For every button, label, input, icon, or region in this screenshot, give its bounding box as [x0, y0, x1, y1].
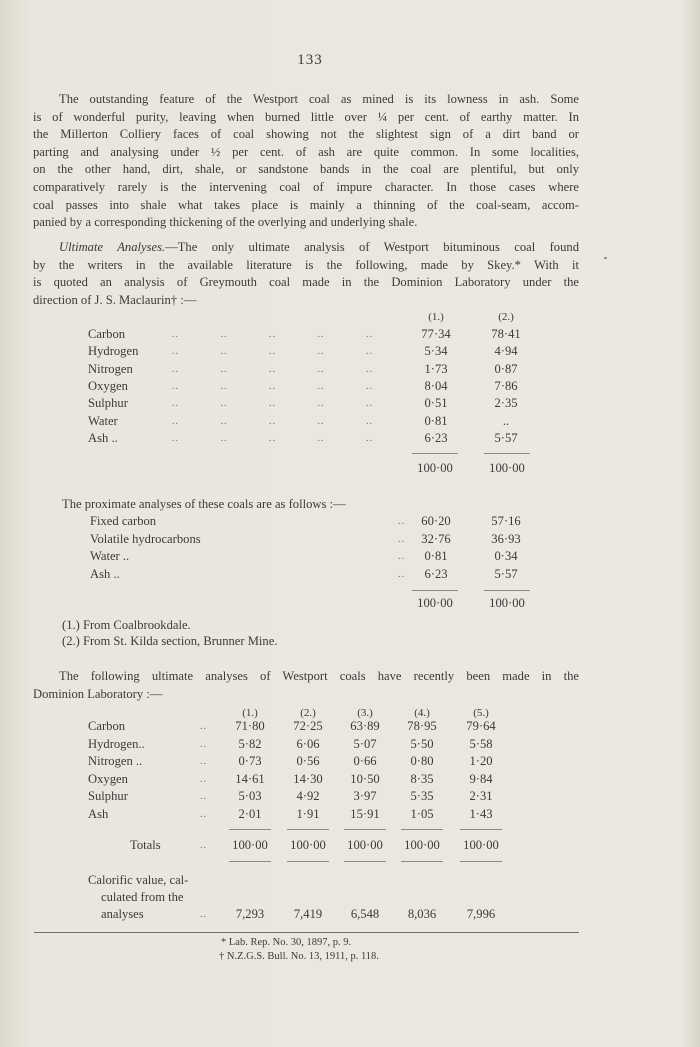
column-header: (1.)	[242, 707, 258, 719]
paragraph-line: coal passes into shale what takes place is mainly a thinning of the coal-seam, accom-	[33, 197, 579, 212]
table-row: Sulphur .. 5·03 4·92 3·97 5·35 2·31	[0, 789, 700, 806]
paragraph-line: comparatively rarely is the intervening coal of impure character. In those cases where	[33, 179, 579, 194]
row-label: Hydrogen..	[88, 736, 145, 751]
paragraph-line: is quoted an analysis of Greymouth coal made in the Dominion Laboratory under the	[33, 275, 579, 290]
cell-value: 1·73	[424, 361, 448, 376]
total-value: 100·00	[232, 838, 268, 852]
section-heading: Ultimate Analyses.	[59, 240, 166, 254]
calorific-value: 7,419	[293, 907, 323, 921]
row-label: Sulphur	[88, 396, 128, 411]
paragraph-line: direction of J. S. Maclaurin† :—	[33, 292, 197, 307]
cell-value: 36·93	[491, 531, 521, 546]
cell-value: 2·31	[469, 789, 493, 803]
cell-value: 5·34	[424, 344, 448, 359]
cell-value: 6·06	[296, 736, 320, 751]
cell-value: 78·95	[407, 719, 437, 733]
row-label: Hydrogen	[88, 344, 139, 359]
cell-value: 9·84	[469, 771, 493, 786]
cell-value: 0·80	[410, 754, 434, 768]
table-row: Ash .. 2·01 1·91 15·91 1·05 1·43	[0, 807, 700, 824]
cell-value: 0·73	[238, 754, 262, 768]
sum-rule	[401, 829, 443, 830]
table-row: Water .. .. 0·81 0·34	[0, 549, 700, 566]
calorific-value: 7,996	[466, 907, 496, 921]
totals-row: Totals .. 100·00 100·00 100·00 100·00 100·00	[0, 838, 700, 855]
sum-rule	[412, 590, 458, 591]
cell-value: 5·03	[238, 789, 262, 803]
table-row: Sulphur .. .. .. .. .. 0·51 2·35	[0, 396, 700, 413]
sum-rule	[460, 861, 502, 862]
totals-row	[0, 461, 700, 478]
paragraph-line: Dominion Laboratory :—	[33, 686, 163, 701]
cell-value: 78·41	[491, 327, 521, 341]
source-note: (2.) From St. Kilda section, Brunner Mine.	[62, 634, 278, 648]
paragraph-line: is of wonderful purity, leaving when burned little over ¼ per cent. of earthy matter. In	[33, 109, 579, 124]
cell-value: 0·81	[424, 549, 448, 563]
cell-value: 0·87	[494, 361, 518, 376]
cell-value: 10·50	[350, 771, 380, 786]
cell-value: 2·01	[238, 806, 262, 821]
sum-rule	[287, 829, 329, 830]
cell-value: 8·04	[424, 378, 448, 393]
calorific-label: Calorific value, cal-	[88, 873, 189, 887]
sum-rule	[460, 829, 502, 830]
table-row: Volatile hydrocarbons .. 32·76 36·93	[0, 532, 700, 549]
proximate-intro: The proximate analyses of these coals are as follows :—	[62, 497, 346, 511]
cell-value: 5·35	[410, 789, 434, 803]
totals-row	[0, 596, 700, 613]
cell-value: 0·56	[296, 754, 320, 768]
row-label: Oxygen	[88, 771, 128, 786]
total-value: 100·00	[347, 838, 383, 852]
footnote: † N.Z.G.S. Bull. No. 13, 1911, p. 118.	[219, 951, 379, 962]
cell-value: 2·35	[494, 396, 518, 411]
table-row: Nitrogen .. .. .. .. .. 1·73 0·87	[0, 362, 700, 379]
cell-value: 1·20	[469, 754, 493, 768]
cell-value: 1·05	[410, 806, 434, 821]
cell-value: 63·89	[350, 719, 380, 733]
cell-value: 4·94	[494, 344, 518, 359]
sum-rule	[287, 861, 329, 862]
table-row: Carbon .. 71·80 72·25 63·89 78·95 79·64	[0, 719, 700, 736]
cell-value: 5·57	[494, 566, 518, 581]
total-value: 100·00	[417, 596, 453, 610]
column-header: (4.)	[414, 707, 430, 719]
cell-value: 3·97	[353, 789, 377, 803]
sum-rule	[229, 829, 271, 830]
cell-value: 57·16	[491, 514, 521, 528]
cell-value: 0·81	[424, 413, 448, 428]
row-label: Water ..	[90, 549, 130, 563]
row-label: Carbon	[88, 327, 126, 341]
paragraph-recent-analyses	[33, 668, 579, 703]
cell-value: 1·91	[296, 806, 320, 821]
table-row: Hydrogen .. .. .. .. .. 5·34 4·94	[0, 344, 700, 361]
column-header: (2.)	[498, 311, 514, 323]
column-header: (1.)	[428, 311, 444, 323]
paragraph-line: panied by a corresponding thickening of the overlying and underlying shale.	[33, 215, 418, 230]
footnote: * Lab. Rep. No. 30, 1897, p. 9.	[221, 937, 352, 948]
paragraph-line: the Millerton Colliery faces of coal showing not the slightest sign of a dirt band or	[33, 127, 579, 142]
cell-value: 7·86	[494, 378, 518, 393]
table-row: Hydrogen.. .. 5·82 6·06 5·07 5·50 5·58	[0, 737, 700, 754]
cell-value: 0·51	[424, 396, 448, 411]
sum-rule	[401, 861, 443, 862]
cell-value: 14·61	[235, 771, 265, 786]
paragraph-line: on the other hand, dirt, shale, or sandstone bands in the coal are plentiful, but only	[33, 162, 579, 177]
calorific-value: 6,548	[350, 907, 380, 921]
cell-value: 5·58	[469, 736, 493, 751]
page-number: 133	[297, 52, 323, 68]
sum-rule	[344, 829, 386, 830]
cell-value: 4·92	[296, 789, 320, 803]
cell-value: 5·50	[410, 736, 434, 751]
table-row: Ash .. .. .. .. .. .. 6·23 5·57	[0, 431, 700, 448]
cell-value: 72·25	[293, 719, 323, 733]
total-value: 100·00	[417, 461, 453, 475]
cell-value: 15·91	[350, 806, 380, 821]
calorific-label-row	[0, 890, 700, 907]
total-value: 100·00	[463, 838, 499, 852]
cell-value: 79·64	[466, 719, 496, 733]
sum-rule	[344, 861, 386, 862]
cell-value: 6·23	[424, 430, 448, 445]
paragraph-ash-content	[33, 91, 579, 232]
cell-value: 77·34	[421, 327, 451, 341]
sum-rule	[484, 453, 530, 454]
table-row: Carbon .. .. .. .. .. 77·34 78·41	[0, 327, 700, 344]
cell-value: 5·07	[353, 736, 377, 751]
cell-value: ..	[502, 413, 510, 428]
footnote-divider	[34, 932, 579, 933]
row-label: Nitrogen	[88, 361, 133, 376]
total-value: 100·00	[404, 838, 440, 852]
cell-value: 5·57	[494, 430, 518, 445]
calorific-label-row	[0, 873, 700, 890]
paragraph-line: by the writers in the available literature is the following, made by Skey.* With it	[33, 257, 579, 272]
paragraph-line: The following ultimate analyses of Westport coals have recently been made in the	[59, 669, 579, 683]
table-row: Fixed carbon .. 60·20 57·16	[0, 514, 700, 531]
cell-value: 60·20	[421, 514, 451, 528]
row-label: Ash ..	[90, 566, 120, 581]
table-row: Water .. .. .. .. .. 0·81 ..	[0, 414, 700, 431]
calorific-value: 8,036	[407, 907, 437, 921]
table-row: Nitrogen .. .. 0·73 0·56 0·66 0·80 1·20	[0, 754, 700, 771]
row-label: Volatile hydrocarbons	[90, 531, 201, 546]
calorific-row: analyses .. 7,293 7,419 6,548 8,036 7,996	[0, 907, 700, 924]
column-header: (3.)	[357, 707, 373, 719]
row-label: Sulphur	[88, 789, 128, 803]
calorific-value: 7,293	[235, 907, 265, 921]
row-label: Fixed carbon	[90, 514, 157, 528]
row-label: Ash ..	[88, 430, 118, 445]
table-row: Ash .. .. 6·23 5·57	[0, 567, 700, 584]
paragraph-ultimate-analyses	[33, 239, 579, 309]
total-value: 100·00	[290, 838, 326, 852]
cell-value: 14·30	[293, 771, 323, 786]
row-label: Water	[88, 413, 118, 428]
total-value: 100·00	[489, 461, 525, 475]
row-label: Carbon	[88, 719, 126, 733]
paragraph-line: Ultimate Analyses.—The only ultimate analysis of Westport bituminous coal found	[59, 240, 579, 254]
page-speck	[604, 257, 607, 259]
total-value: 100·00	[489, 596, 525, 610]
sum-rule	[412, 453, 458, 454]
sum-rule	[484, 590, 530, 591]
cell-value: 6·23	[424, 566, 448, 581]
cell-value: 1·43	[469, 806, 493, 821]
cell-value: 8·35	[410, 771, 434, 786]
source-note: (1.) From Coalbrookdale.	[62, 618, 191, 632]
column-header: (5.)	[473, 707, 489, 719]
table-header-row	[0, 311, 700, 328]
totals-label: Totals	[130, 838, 161, 852]
cell-value: 32·76	[421, 531, 451, 546]
row-label: Nitrogen ..	[88, 754, 143, 768]
table-row: Oxygen .. .. .. .. .. 8·04 7·86	[0, 379, 700, 396]
cell-value: 71·80	[235, 719, 265, 733]
paragraph-line: The outstanding feature of the Westport coal as mined is its lowness in ash. Some	[59, 92, 579, 106]
calorific-label: analyses	[101, 907, 144, 921]
row-label: Ash	[88, 806, 109, 821]
cell-value: 5·82	[238, 736, 262, 751]
table-row: Oxygen .. 14·61 14·30 10·50 8·35 9·84	[0, 772, 700, 789]
cell-value: 0·34	[494, 549, 518, 563]
column-header: (2.)	[300, 707, 316, 719]
calorific-label: culated from the	[101, 890, 184, 904]
row-label: Oxygen	[88, 378, 128, 393]
paragraph-line: parting and analysing under ½ per cent. of ash are quite common. In some localities,	[33, 144, 579, 159]
sum-rule	[229, 861, 271, 862]
cell-value: 0·66	[353, 754, 377, 768]
